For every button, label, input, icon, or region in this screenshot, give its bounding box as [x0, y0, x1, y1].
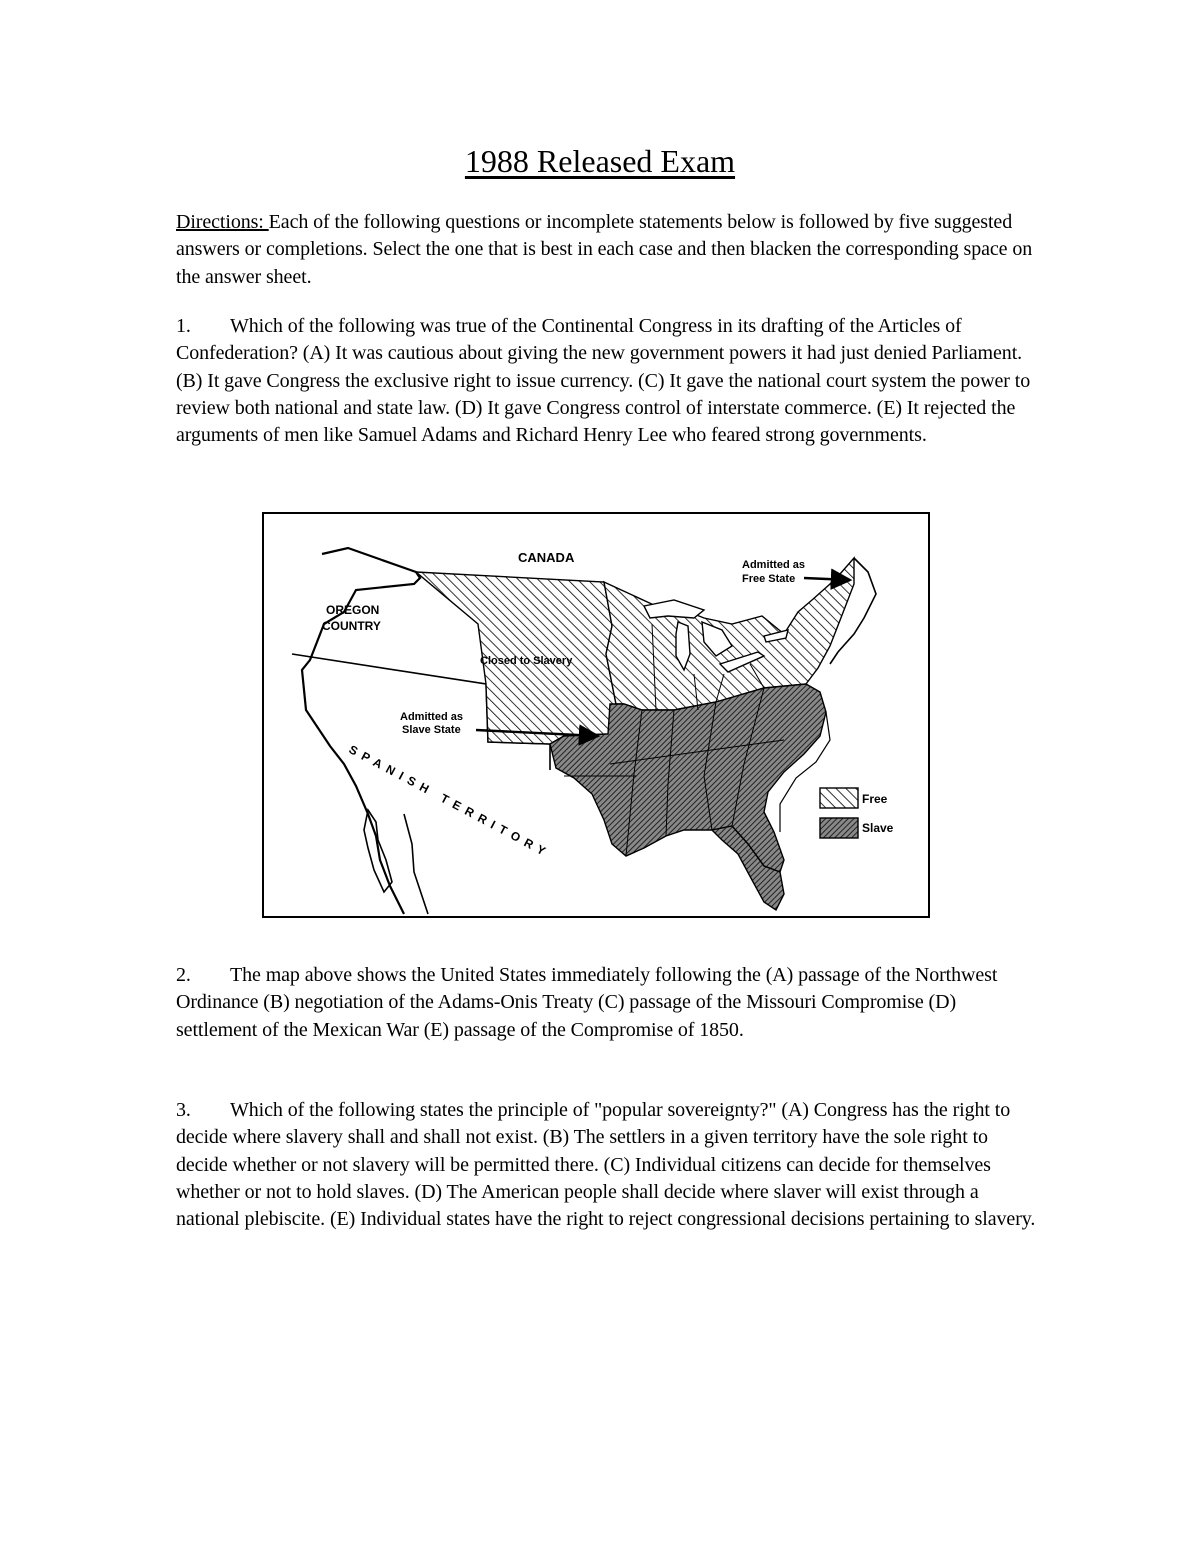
directions-label: Directions: [176, 211, 269, 233]
legend-free-swatch [820, 788, 858, 808]
legend-free-label: Free [862, 792, 888, 806]
legend-slave-swatch [820, 818, 858, 838]
page-title: 1988 Released Exam [464, 143, 736, 179]
canada-label: CANADA [518, 550, 575, 565]
admitted-slave-label-line2: Slave State [402, 724, 461, 736]
spanish-territory-label: SPANISH TERRITORY [346, 742, 554, 861]
question-number: 2. [176, 964, 191, 986]
admitted-free-label-line2: Free State [742, 573, 796, 585]
question-1 [176, 313, 1036, 449]
admitted-free-label-line1: Admitted as [742, 559, 805, 571]
question-2 [176, 962, 1036, 1044]
question-text: Which of the following was true of the Continental Congress in its drafting of the Articles of Confederation? (A) It was cautious about giving the new government powers it had just denied Parliament. (B) It gave Congress the exclusive right to issue currency. (C) It gave the national court system the power to review both national and state law. (D) It gave Congress control of interstate commerce. (E) It rejected the arguments of men like Samuel Adams and Richard Henry Lee who feared strong governments. [176, 315, 1031, 447]
oregon-label-line2: COUNTRY [322, 619, 381, 633]
admitted-slave-label-line1: Admitted as [400, 711, 463, 723]
free-states-region [604, 558, 854, 710]
question-3 [176, 1097, 1036, 1233]
question-text: Which of the following states the principle of "popular sovereignty?" (A) Congress has the right to decide where slavery shall and shall not exist. (B) The settlers in a given territory have the sole right to decide whether or not slavery will be permitted there. (C) Individual citizens can decide for themselves whether or not to hold slaves. (D) The American people shall decide where slaver will exist through a national plebiscite. (E) Individual states have the right to reject congressional decisions pertaining to slavery. [176, 1099, 1036, 1231]
closed-to-slavery-label: Closed to Slavery [480, 655, 573, 667]
mexico-coast [404, 814, 428, 914]
question-text: The map above shows the United States immediately following the (A) passage of the Northwest Ordinance (B) negotiation of the Adams-Onis Treaty (C) passage of the Missouri Compromise (D) settlement of the Mexican War (E) passage of the Compromise of 1850. [176, 964, 998, 1041]
us-map-1820 [264, 514, 928, 916]
lake-superior [644, 600, 704, 618]
map-figure [262, 512, 930, 918]
legend-slave-label: Slave [862, 821, 894, 835]
directions-paragraph [176, 209, 1036, 291]
oregon-label-line1: OREGON [326, 603, 380, 617]
question-number: 3. [176, 1099, 191, 1121]
question-number: 1. [176, 315, 191, 337]
directions-text: Each of the following questions or incomplete statements below is followed by five suggested answers or completions. Select the one that is best in each case and then blacken the corresponding space on the answer sheet. [176, 211, 1033, 288]
